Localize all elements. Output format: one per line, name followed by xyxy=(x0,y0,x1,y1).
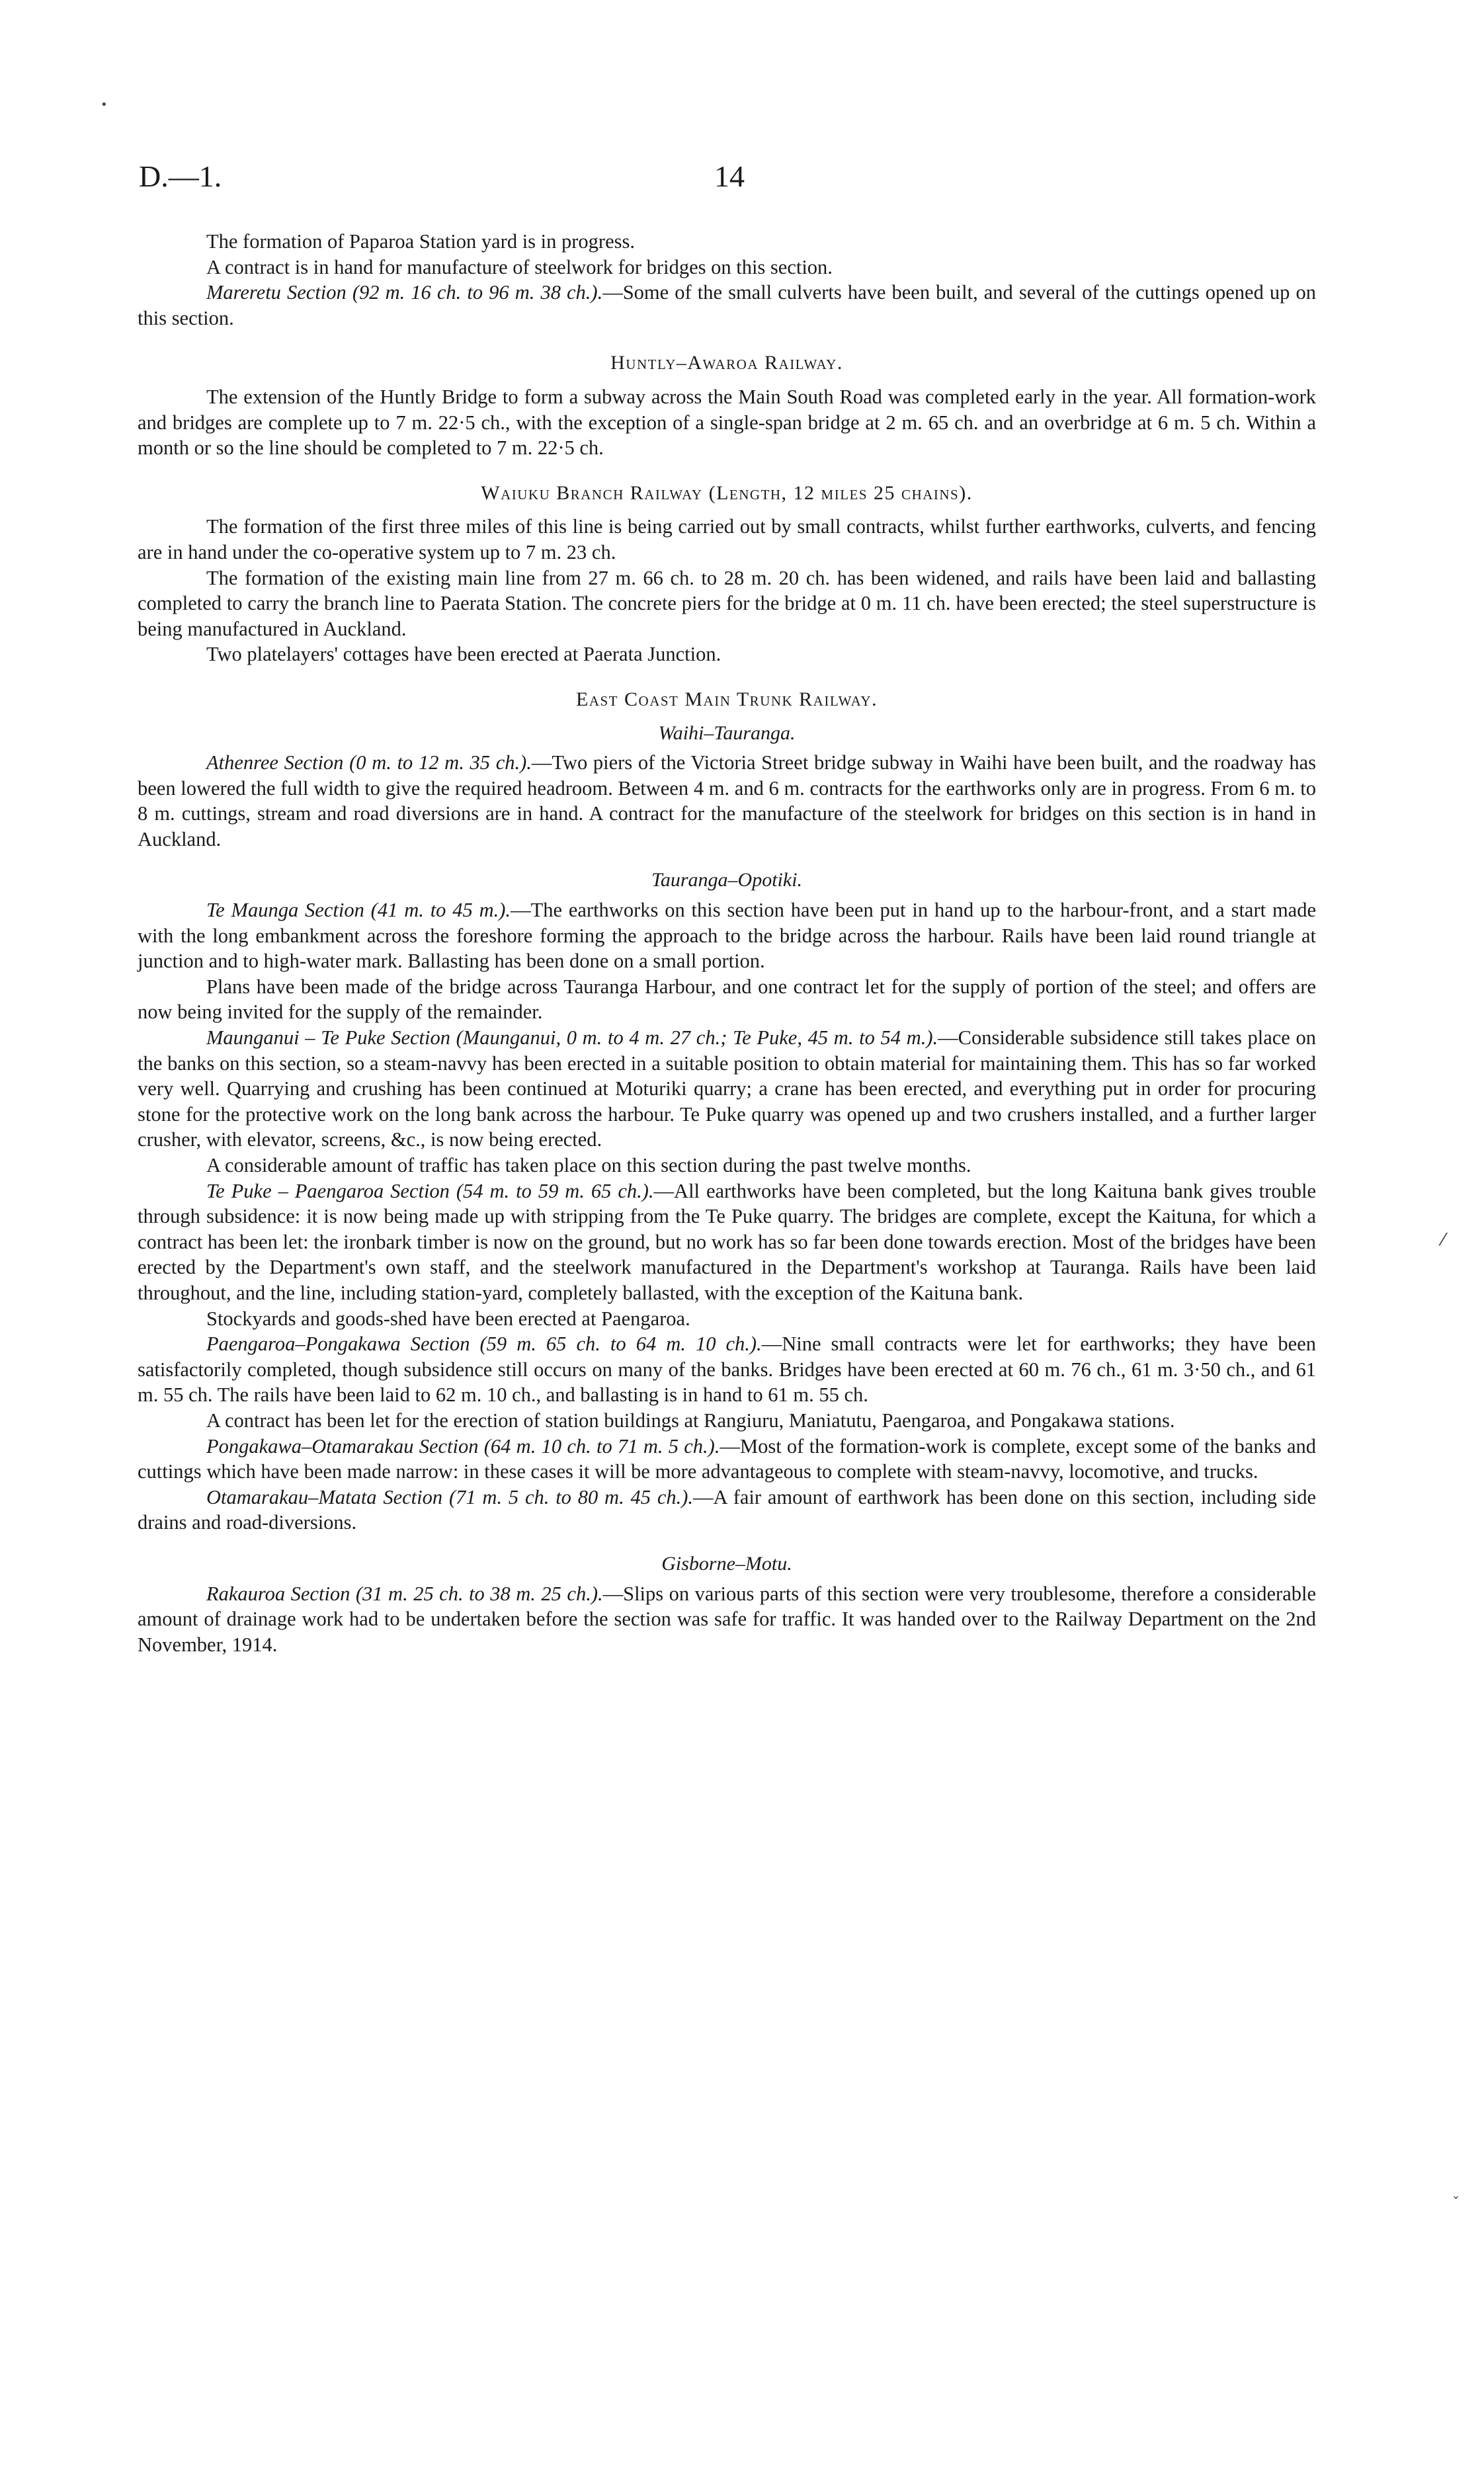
page-header xyxy=(139,159,1316,205)
paragraph xyxy=(138,1485,1316,1536)
text-run: —A fair amount of earthwork has been done on this section, including side drains and road-diversions. xyxy=(138,1485,1316,1534)
section-title: Athenree Section (0 m. to 12 m. 35 ch.). xyxy=(206,751,532,774)
paragraph xyxy=(138,229,1316,255)
paragraph xyxy=(138,750,1316,852)
text-run: Two platelayers' cottages have been erected at Paerata Junction. xyxy=(206,643,721,666)
margin-mark: ˇ xyxy=(1452,2196,1460,2212)
paragraph xyxy=(138,1434,1316,1485)
paragraph xyxy=(138,384,1316,461)
section-title: Paengaroa–Pongakawa Section (59 m. 65 ch. to 64 m. 10 ch.). xyxy=(206,1333,762,1356)
section-heading: East Coast Main Trunk Railway. xyxy=(576,688,878,710)
margin-mark: ⁄ xyxy=(1442,1230,1445,1250)
text-run: The extension of the Huntly Bridge to form a subway across the Main South Road was completed early in the year. All formation-work and bridges are complete up to 7 m. 22·5 ch., with the exception of a single-span bridge at 2 m. 65 ch. and an overbridge at 6 m. 5 ch. Within a month or so the line should be completed to 7 m. 22·5 ch. xyxy=(138,385,1316,460)
section-title: Maunganui – Te Puke Section (Maunganui, 0 m. to 4 m. 27 ch.; Te Puke, 45 m. to 54 m.). xyxy=(206,1026,938,1049)
text-run: A contract is in hand for manufacture of steelwork for bridges on this section. xyxy=(206,255,833,278)
section-subheading: Tauranga–Opotiki. xyxy=(651,869,803,891)
text-run: —The earthworks on this section have been put in hand up to the harbour-front, and a start made with the long embankment across the foreshore forming the approach to the bridge across the harbour. Rails have been laid round triangle at junction and to high-water mark. Ballasting has been done on a small portion. xyxy=(138,899,1316,973)
paragraph xyxy=(138,1331,1316,1408)
text-run: —Some of the small culverts have been built, and several of the cuttings opened up on this section. xyxy=(138,281,1316,329)
text-run: The formation of Paparoa Station yard is in progress. xyxy=(206,230,635,253)
text-run: —Considerable subsidence still takes place on the banks on this section, so a steam-navvy has been erected in a suitable position to obtain material for maintaining them. This has so far worked very well. Quarrying and crushing has been continued at Moturiki quarry; a crane has been erected, and everything put in order for procuring stone for the protective work on the long bank across the harbour. Te Puke quarry was opened up and two crushers installed, and a further larger crusher, with elevator, screens, &c., is now being erected. xyxy=(138,1026,1316,1151)
text-run: A considerable amount of traffic has taken place on this section during the past twelve months. xyxy=(206,1154,971,1176)
text-run: A contract has been let for the erection of station buildings at Rangiuru, Maniatutu, Paengaroa, and Pongakawa stations. xyxy=(206,1409,1175,1432)
paragraph xyxy=(138,1408,1316,1434)
text-run: —Slips on various parts of this section were very troublesome, therefore a considerable amount of drainage work had to be undertaken before the section was safe for traffic. It was handed over to the Railway Department on the 2nd November, 1914. xyxy=(138,1582,1317,1656)
section-title: Pongakawa–Otamarakau Section (64 m. 10 ch. to 71 m. 5 ch.). xyxy=(206,1434,720,1458)
paragraph xyxy=(138,641,1316,667)
section-title: Te Maunga Section (41 m. to 45 m.). xyxy=(206,899,511,922)
paragraph xyxy=(138,514,1316,565)
paragraph xyxy=(138,565,1316,642)
text-run: —All earthworks have been completed, but the long Kaituna bank gives trouble through subsidence: it is now being made up with stripping from the Te Puke quarry. The bridges are complete, except the Kaituna, for which a contract has been let: the ironbark timber is now on the ground, but no work has so far been done towards erection. Most of the bridges have been erected by the Department's own staff, and the steelwork manufactured in the Department's workshop at Tauranga. Rails have been laid throughout, and the line, including station-yard, completely ballasted, with the exception of the Kaituna bank. xyxy=(138,1179,1316,1304)
document-body xyxy=(138,229,1316,1657)
paragraph xyxy=(138,897,1316,974)
section-title: Rakauroa Section (31 m. 25 ch. to 38 m. 25 ch.). xyxy=(206,1582,603,1605)
paragraph xyxy=(138,1025,1316,1153)
paragraph xyxy=(138,974,1316,1025)
section-title: Mareretu Section (92 m. 16 ch. to 96 m. 38 ch.). xyxy=(206,281,603,304)
document-reference: D.—1. xyxy=(139,159,222,193)
paragraph xyxy=(138,1306,1316,1332)
section-title: Otamarakau–Matata Section (71 m. 5 ch. to 80 m. 45 ch.). xyxy=(206,1485,694,1508)
text-run: The formation of the first three miles of this line is being carried out by small contracts, whilst further earthworks, culverts, and fencing are in hand under the co-operative system up to 7 m. 23 ch. xyxy=(138,515,1316,563)
section-subheading: Gisborne–Motu. xyxy=(661,1552,792,1575)
text-run: The formation of the existing main line from 27 m. 66 ch. to 28 m. 20 ch. has been widened, and rails have been laid and ballasting completed to carry the branch line to Paerata Station. The concrete piers for the bridge at 0 m. 11 ch. have been erected; the steel superstructure is being manufactured in Auckland. xyxy=(138,566,1316,640)
section-heading: Waiuku Branch Railway (Length, 12 miles 25 chains). xyxy=(481,481,973,504)
section-subheading: Waihi–Tauranga. xyxy=(658,721,796,744)
section-title: Te Puke – Paengaroa Section (54 m. to 59 m. 65 ch.). xyxy=(206,1179,654,1202)
section-heading: Huntly–Awaroa Railway. xyxy=(610,352,843,374)
page-number: 14 xyxy=(714,159,745,193)
paragraph xyxy=(138,1581,1316,1658)
paragraph xyxy=(138,1153,1316,1178)
scan-mark-dot: • xyxy=(101,98,108,112)
paragraph xyxy=(138,280,1316,331)
text-run: Stockyards and goods-shed have been erected at Paengaroa. xyxy=(206,1307,690,1330)
text-run: —Two piers of the Victoria Street bridge subway in Waihi have been built, and the roadway has been lowered the full width to give the required headroom. Between 4 m. and 6 m. contracts for the earthworks only are in progress. From 6 m. to 8 m. cuttings, stream and road diversions are in hand. A contract for the manufacture of the steelwork for bridges on this section is in hand in Auckland. xyxy=(138,751,1316,850)
paragraph xyxy=(138,1178,1316,1306)
text-run: —Nine small contracts were let for earthworks; they have been satisfactorily completed, though subsidence still occurs on many of the banks. Bridges have been erected at 60 m. 76 ch., 61 m. 3·50 ch., and 61 m. 55 ch. The rails have been laid to 62 m. 10 ch., and ballasting is in hand to 61 m. 55 ch. xyxy=(138,1333,1316,1407)
paragraph xyxy=(138,255,1316,280)
text-run: Plans have been made of the bridge across Tauranga Harbour, and one contract let for the supply of portion of the steel; and offers are now being invited for the supply of the remainder. xyxy=(138,975,1316,1024)
text-run: —Most of the formation-work is complete, except some of the banks and cuttings which have been made narrow: in these cases it will be more advantageous to complete with steam-navvy, locomotive, and trucks. xyxy=(138,1434,1316,1483)
